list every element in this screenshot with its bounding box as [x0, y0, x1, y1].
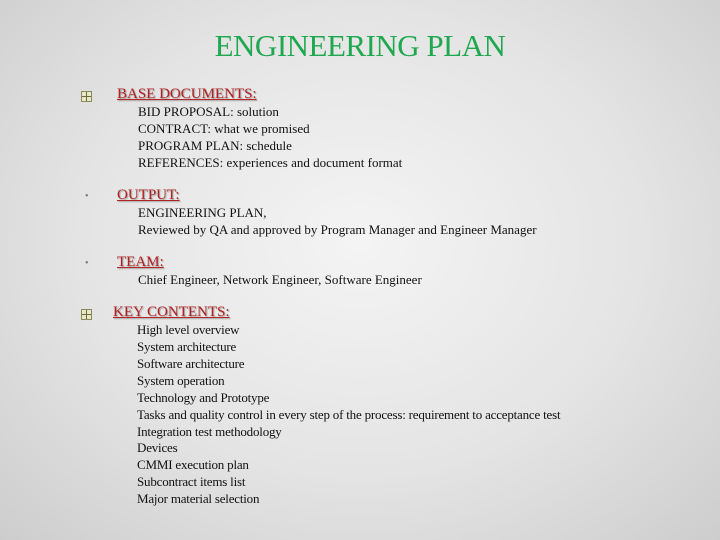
list-item: Major material selection	[137, 491, 260, 506]
list-item: Devices	[137, 440, 178, 455]
list-item: High level overview	[137, 322, 240, 337]
box-bullet-icon	[81, 309, 92, 320]
section-heading-base-documents: BASE DOCUMENTS:	[117, 86, 257, 102]
list-item: Subcontract items list	[137, 474, 246, 489]
list-item: System architecture	[137, 339, 237, 354]
section-heading-key-contents: KEY CONTENTS:	[113, 304, 230, 320]
list-item: Integration test methodology	[137, 424, 282, 439]
list-item: Chief Engineer, Network Engineer, Software Engineer	[138, 272, 422, 287]
list-item: PROGRAM PLAN: schedule	[138, 138, 292, 153]
list-item: REFERENCES: experiences and document format	[138, 155, 403, 170]
list-item: Reviewed by QA and approved by Program Manager and Engineer Manager	[138, 222, 537, 237]
list-item: Technology and Prototype	[137, 390, 270, 405]
list-item: ENGINEERING PLAN,	[138, 205, 267, 220]
section-heading-team: TEAM:	[117, 254, 164, 270]
slide-title: ENGINEERING PLAN	[214, 28, 506, 63]
list-item: BID PROPOSAL: solution	[138, 104, 279, 119]
list-item: Tasks and quality control in every step of the process: requirement to acceptance test	[137, 407, 561, 422]
section-heading-output: OUTPUT:	[117, 187, 180, 203]
list-item: Software architecture	[137, 356, 245, 371]
list-item: CMMI execution plan	[137, 457, 249, 472]
box-bullet-icon	[81, 91, 92, 102]
list-item: CONTRACT: what we promised	[138, 121, 310, 136]
list-item: System operation	[137, 373, 225, 388]
dot-bullet-icon: •	[85, 258, 89, 269]
dot-bullet-icon: •	[85, 191, 89, 202]
